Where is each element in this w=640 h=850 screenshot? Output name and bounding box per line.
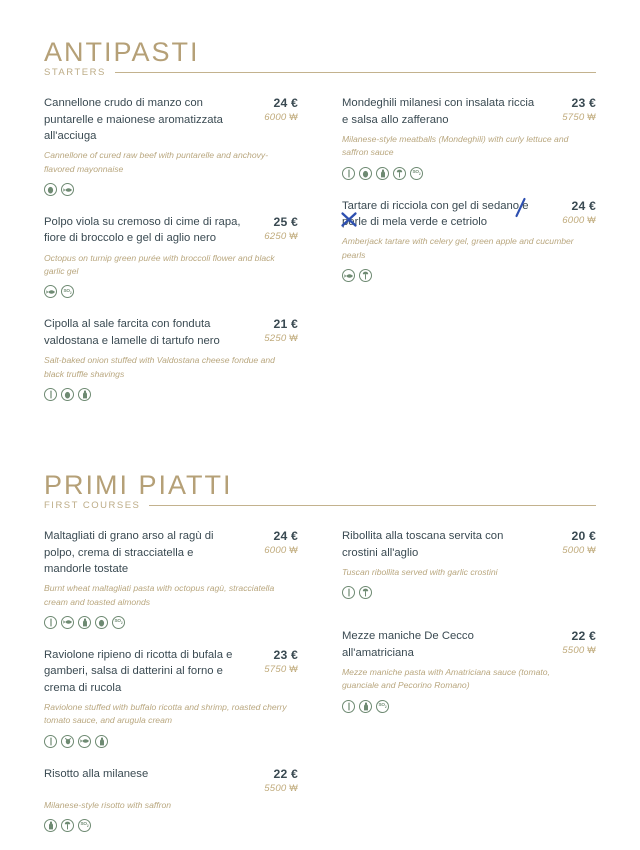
dish-name: Mondeghili milanesi con insalata riccia e salsa allo zafferano: [342, 97, 535, 126]
nuts-icon: [359, 586, 372, 599]
allergen-list: [342, 586, 596, 599]
allergen-list: [342, 269, 596, 282]
section-antipasti: [44, 0, 596, 419]
dish-prices: [250, 528, 298, 556]
egg-icon: [61, 388, 74, 401]
gluten-icon: [44, 616, 57, 629]
section-subtitle-row: [44, 500, 596, 511]
milk-icon: [359, 700, 372, 713]
gluten-icon: [342, 700, 355, 713]
price-primary: 20 €: [571, 529, 596, 544]
milk-icon: [376, 167, 389, 180]
dish-name: Cannellone crudo di manzo con puntarelle e maionese aromatizzata all'acciuga: [44, 97, 223, 143]
won-symbol: ₩: [289, 333, 298, 344]
price-primary: 21 €: [273, 317, 298, 332]
price-secondary-value: 6000: [562, 214, 585, 226]
allergen-list: [44, 819, 298, 832]
won-symbol: ₩: [289, 231, 298, 242]
dish-name: Maltagliati di grano arso al ragù di polpo, crema di stracciatella e mandorle tostate: [44, 530, 214, 575]
price-primary: 23 €: [571, 96, 596, 111]
milk-icon: [44, 819, 57, 832]
price-secondary: [548, 545, 596, 556]
sulphites-icon: $SO_2$: [78, 819, 91, 832]
won-symbol: ₩: [289, 782, 298, 793]
section-title: PRIMI PIATTI: [44, 469, 233, 500]
sulphites-icon: $SO_2$: [112, 616, 125, 629]
price-primary: 22 €: [273, 766, 298, 781]
milk-icon: [78, 388, 91, 401]
dish-name: Risotto alla milanese: [44, 767, 149, 780]
dish-name: Cipolla al sale farcita con fonduta valdostana e lamelle di tartufo nero: [44, 318, 220, 347]
dish-prices: [250, 316, 298, 344]
fish-icon: [61, 616, 74, 629]
price-primary: 24 €: [273, 529, 298, 544]
dish-name: Tartare di ricciola con gel di sedano e perle di mela verde e cetriolo: [342, 199, 529, 229]
menu-item[interactable]: [44, 316, 298, 400]
menu-item-header: [44, 214, 298, 247]
allergen-list: [44, 388, 298, 401]
menu-item-header: [44, 316, 298, 349]
dish-name: Polpo viola su cremoso di cime di rapa, fiore di broccolo e gel di aglio nero: [44, 216, 241, 245]
menu-item-header: [342, 528, 596, 561]
dish-prices: [548, 628, 596, 656]
price-secondary: [250, 545, 298, 556]
dish-name: Ribollita alla toscana servita con crostini all'aglio: [342, 530, 504, 559]
menu-item[interactable]: [342, 95, 596, 179]
price-secondary-value: 5500: [562, 645, 585, 657]
dish-description: Cannellone of cured raw beef with puntarelle and anchovy-flavored mayonnaise: [44, 150, 269, 174]
price-primary: 24 €: [571, 198, 596, 213]
dish-prices: [250, 214, 298, 242]
dish-description: Raviolone stuffed with buffalo ricotta and shrimp, roasted cherry tomato sauce, and arugula cream: [44, 702, 287, 726]
column-left: [44, 528, 320, 850]
dish-prices: [548, 95, 596, 123]
section-divider: [115, 72, 596, 73]
egg-icon: [359, 167, 372, 180]
gluten-icon: [44, 388, 57, 401]
menu-item[interactable]: [342, 628, 596, 712]
price-secondary-value: 5500: [264, 782, 287, 794]
egg-icon: [95, 616, 108, 629]
fish-icon: [61, 183, 74, 196]
menu-item-header: [44, 647, 298, 696]
section-subtitle-row: [44, 67, 596, 78]
price-secondary: [250, 783, 298, 794]
milk-icon: [95, 735, 108, 748]
price-primary: 23 €: [273, 647, 298, 662]
won-symbol: ₩: [587, 214, 596, 225]
menu-item-header: [44, 766, 298, 794]
menu-item[interactable]: [44, 95, 298, 196]
price-secondary-value: 5000: [562, 545, 585, 557]
dish-prices: [250, 766, 298, 794]
dish-prices: [548, 198, 596, 226]
price-secondary: [250, 112, 298, 123]
menu-item-header: [342, 628, 596, 661]
price-secondary-value: 5750: [264, 663, 287, 675]
menu-item[interactable]: [44, 528, 298, 629]
dish-description: Amberjack tartare with celery gel, green apple and cucumber pearls: [342, 236, 574, 260]
dish-description: Tuscan ribollita served with garlic crostini: [342, 566, 498, 577]
dish-description: Mezze maniche pasta with Amatriciana sauce (tomato, guanciale and Pecorino Romano): [342, 667, 550, 691]
nuts-icon: [359, 269, 372, 282]
crustacean-icon: [61, 735, 74, 748]
allergen-list: [44, 183, 298, 196]
section-header-primi-piatti: [44, 471, 596, 511]
column-right: [320, 95, 596, 419]
price-primary: 25 €: [273, 215, 298, 230]
allergen-list: [44, 616, 298, 629]
price-secondary-value: 6250: [264, 231, 287, 243]
menu-item-header: [342, 95, 596, 128]
menu-item[interactable]: [44, 766, 298, 832]
section-subtitle: FIRST COURSES: [44, 500, 141, 512]
price-secondary: [250, 333, 298, 344]
won-symbol: ₩: [289, 545, 298, 556]
price-secondary-value: 5750: [562, 112, 585, 124]
price-primary: 22 €: [571, 629, 596, 644]
price-secondary-value: 6000: [264, 545, 287, 557]
menu-item[interactable]: [342, 198, 596, 282]
menu-item-header: [342, 198, 596, 231]
dish-description: Milanese-style meatballs (Mondeghili) with curly lettuce and saffron sauce: [342, 134, 569, 158]
won-symbol: ₩: [289, 112, 298, 123]
section-spacer: [44, 419, 596, 471]
section-columns: [44, 95, 596, 419]
price-primary: 24 €: [273, 96, 298, 111]
section-subtitle: STARTERS: [44, 67, 106, 79]
menu-item[interactable]: [342, 528, 596, 599]
milk-icon: [78, 616, 91, 629]
sulphites-icon: $SO_2$: [376, 700, 389, 713]
dish-prices: [250, 647, 298, 675]
won-symbol: ₩: [289, 663, 298, 674]
price-secondary: [548, 645, 596, 656]
dish-name: Mezze maniche De Cecco all'amatriciana: [342, 630, 474, 659]
dish-name: Raviolone ripieno di ricotta di bufala e gamberi, salsa di datterini al forno e crema di rucola: [44, 648, 233, 694]
won-symbol: ₩: [587, 645, 596, 656]
nuts-icon: [61, 819, 74, 832]
price-secondary: [250, 664, 298, 675]
price-secondary-value: 5250: [264, 333, 287, 345]
dish-description: Burnt wheat maltagliati pasta with octopus ragù, stracciatella cream and toasted almonds: [44, 583, 275, 607]
column-left: [44, 95, 320, 419]
section-header-antipasti: [44, 38, 596, 78]
dish-description: Milanese-style risotto with saffron: [44, 799, 172, 810]
dish-description: Octopus on turnip green purée with broccoli flower and black garlic gel: [44, 252, 275, 277]
menu-item-header: [44, 95, 298, 144]
section-title: ANTIPASTI: [44, 37, 200, 67]
sulphites-icon: $SO_2$: [410, 167, 423, 180]
section-primi-piatti: [44, 471, 596, 850]
gluten-icon: [342, 586, 355, 599]
menu-item[interactable]: [44, 647, 298, 748]
section-divider: [149, 505, 596, 506]
allergen-list: [342, 700, 596, 713]
section-columns: [44, 528, 596, 850]
menu-item-header: [44, 528, 298, 577]
column-right: [320, 528, 596, 850]
price-secondary: [250, 231, 298, 242]
allergen-list: [342, 167, 596, 180]
fish-icon: [78, 735, 91, 748]
price-secondary: [548, 112, 596, 123]
allergen-list: [44, 735, 298, 748]
dish-description: Salt-baked onion stuffed with Valdostana cheese fondue and black truffle shavings: [44, 355, 275, 379]
gluten-icon: [44, 735, 57, 748]
price-secondary: [548, 215, 596, 226]
sulphites-icon: $SO_2$: [61, 285, 74, 298]
fish-icon: [44, 285, 57, 298]
won-symbol: ₩: [587, 545, 596, 556]
dish-prices: [250, 95, 298, 123]
nuts-icon: [393, 167, 406, 180]
allergen-list: [44, 285, 298, 298]
menu-item[interactable]: [44, 214, 298, 298]
won-symbol: ₩: [587, 112, 596, 123]
fish-icon: [342, 269, 355, 282]
egg-icon: [44, 183, 57, 196]
dish-prices: [548, 528, 596, 556]
price-secondary-value: 6000: [264, 112, 287, 124]
gluten-icon: [342, 167, 355, 180]
